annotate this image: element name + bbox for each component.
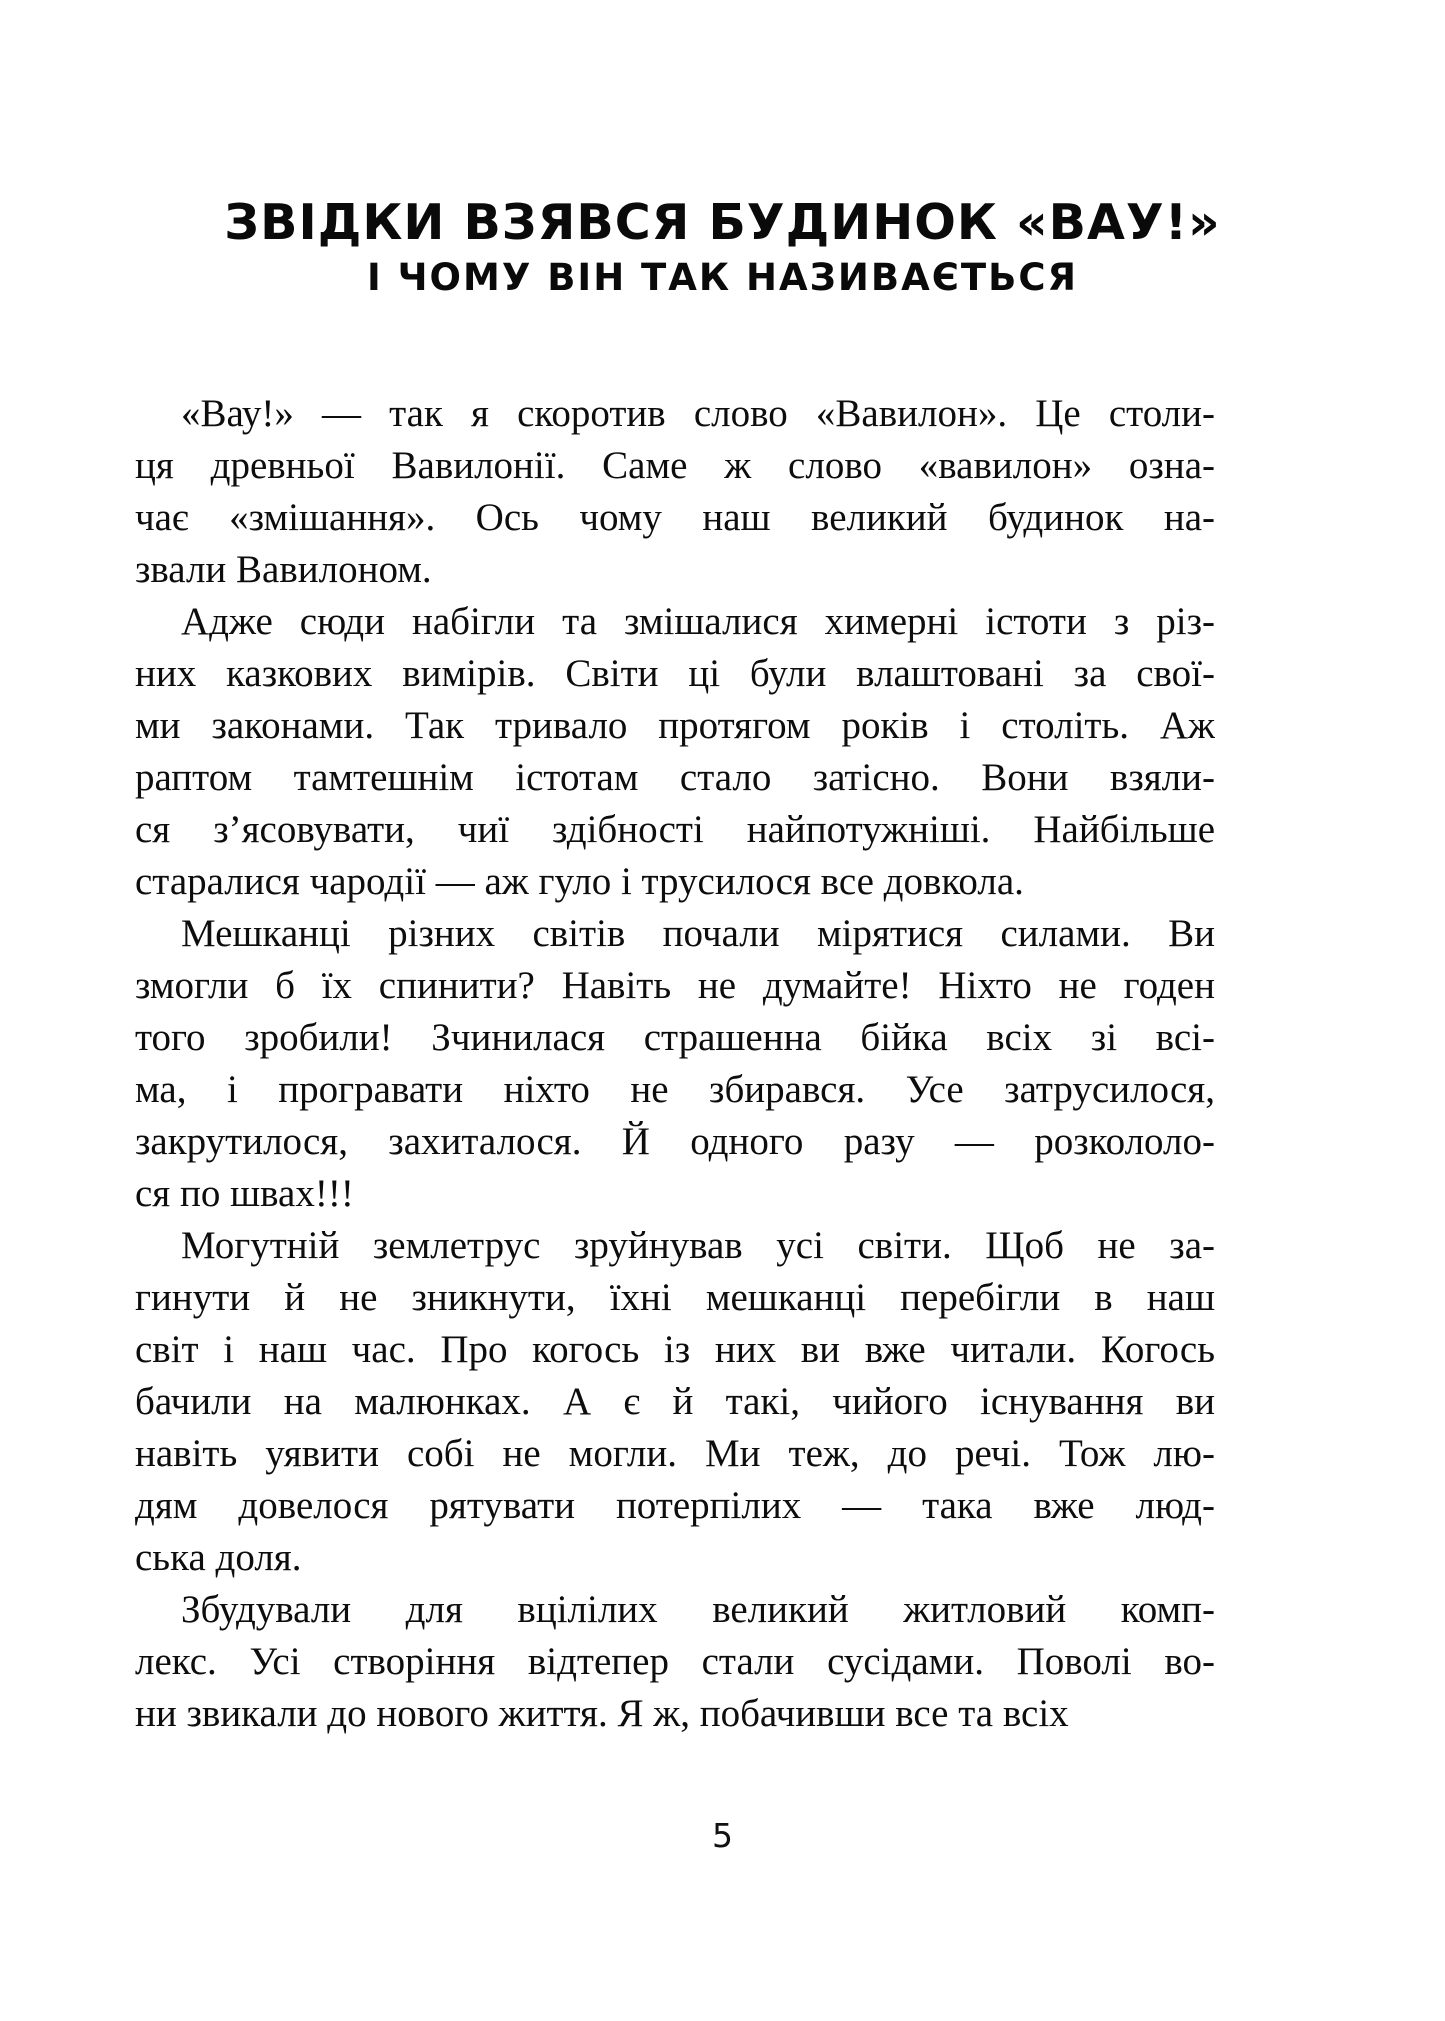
text-line: дям довелося рятувати потерпілих — така вже люд- xyxy=(135,1484,1215,1527)
chapter-title xyxy=(0,192,1445,302)
text-line: чає «змішання». Ось чому наш великий будинок на- xyxy=(135,496,1215,539)
text-line: Збудували для вцілілих великий житловий комп- xyxy=(181,1588,1215,1631)
text-line: закрутилося, захиталося. Й одного разу — розкололо- xyxy=(135,1120,1215,1163)
text-line: них казкових вимірів. Світи ці були влаштовані за свої- xyxy=(135,652,1215,695)
text-line: ся по швах!!! xyxy=(135,1172,354,1215)
text-line: навіть уявити собі не могли. Ми теж, до речі. Тож лю- xyxy=(135,1432,1215,1475)
paragraph xyxy=(135,388,1215,596)
chapter-title-line-1: ЗВІДКИ ВЗЯВСЯ БУДИНОК «ВАУ!» xyxy=(224,194,1221,251)
text-line: лекс. Усі створіння відтепер стали сусідами. Поволі во- xyxy=(135,1640,1215,1683)
text-line: ся з’ясовувати, чиї здібності найпотужніші. Найбільше xyxy=(135,808,1215,851)
page-number: 5 xyxy=(712,1816,733,1855)
text-line: ма, і програвати ніхто не збирався. Усе затрусилося, xyxy=(135,1068,1215,1111)
text-line: старалися чародії — аж гуло і трусилося все довкола. xyxy=(135,860,1024,903)
text-line: гинути й не зникнути, їхні мешканці перебігли в наш xyxy=(135,1276,1215,1319)
text-line: звали Вавилоном. xyxy=(135,548,432,591)
body-text xyxy=(135,388,1215,1740)
paragraph xyxy=(135,1584,1215,1740)
text-line: ми законами. Так тривало протягом років і століть. Аж xyxy=(135,704,1215,747)
text-line: Могутній землетрус зруйнував усі світи. Щоб не за- xyxy=(181,1224,1215,1267)
text-line: ська доля. xyxy=(135,1536,302,1579)
text-line: світ і наш час. Про когось із них ви вже читали. Когось xyxy=(135,1328,1215,1371)
text-line: того зробили! Зчинилася страшенна бійка всіх зі всі- xyxy=(135,1016,1215,1059)
text-line: ця древньої Вавилонії. Саме ж слово «вавилон» озна- xyxy=(135,444,1215,487)
text-line: змогли б їх спинити? Навіть не думайте! Ніхто не годен xyxy=(135,964,1215,1007)
paragraph xyxy=(135,908,1215,1220)
paragraph xyxy=(135,1220,1215,1584)
text-line: Адже сюди набігли та змішалися химерні істоти з різ- xyxy=(181,600,1215,643)
text-line: бачили на малюнках. А є й такі, чийого існування ви xyxy=(135,1380,1215,1423)
text-line: «Вау!» — так я скоротив слово «Вавилон». Це столи- xyxy=(181,392,1215,435)
text-line: Мешканці різних світів почали мірятися силами. Ви xyxy=(181,912,1215,955)
chapter-title-line-2: І ЧОМУ ВІН ТАК НАЗИВАЄТЬСЯ xyxy=(367,256,1078,299)
paragraph xyxy=(135,596,1215,908)
text-line: раптом тамтешнім істотам стало затісно. Вони взяли- xyxy=(135,756,1215,799)
text-line: ни звикали до нового життя. Я ж, побачивши все та всіх xyxy=(135,1692,1069,1735)
